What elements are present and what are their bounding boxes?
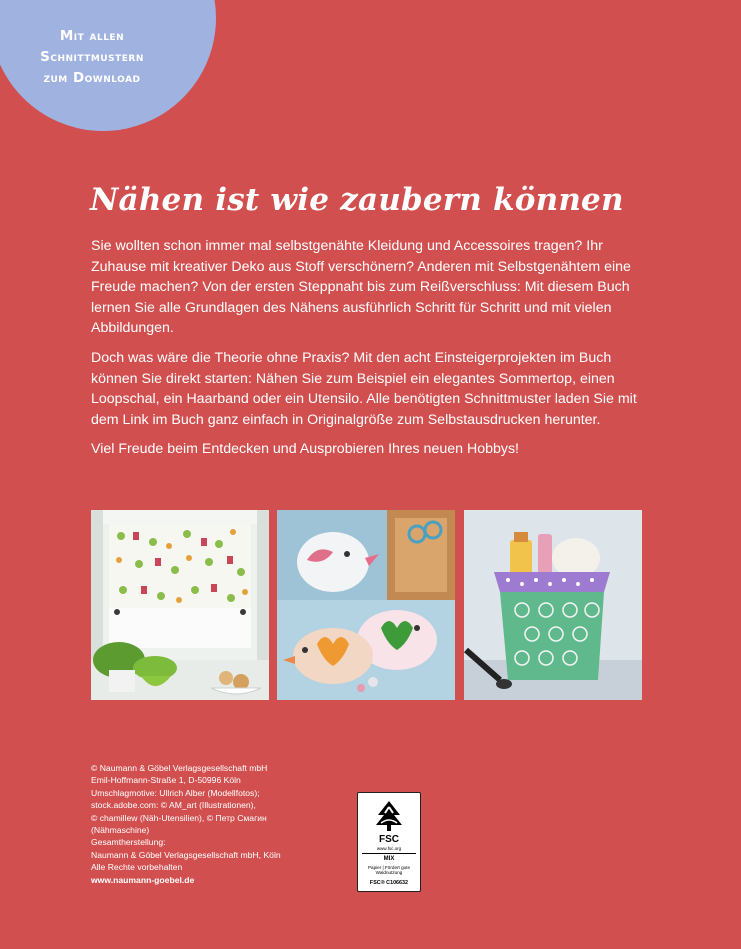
fsc-name: FSC	[379, 834, 399, 845]
paragraph: Doch was wäre die Theorie ohne Praxis? Mit den acht Einsteigerprojekten im Buch können Sie direkt starten: Nähen Sie zum Beispiel ein elegantes Sommertop, einen Loopschal, ein Haarband oder ein Utensilo. Alle benötigten Schnittmuster laden Sie mit dem Link im Buch ganz einfach in Originalgröße zum Selbstausdrucken herunter.	[91, 349, 637, 428]
blurb	[91, 236, 651, 469]
fsc-web: www.fsc.org	[376, 846, 402, 851]
headline: Nähen ist wie zaubern können	[90, 182, 624, 218]
publisher-url[interactable]: www.naumann-goebel.de	[91, 874, 195, 885]
fsc-mix: MIX	[383, 856, 395, 862]
badge-line: zum Download	[43, 70, 141, 86]
paragraph: Sie wollten schon immer mal selbstgenähte Kleidung und Accessoires tragen? Ihr Zuhause mit kreativer Deko aus Stoff verschönern? Anderen mit Selbstgenähtem eine Freude machen? Von der ersten Steppnaht bis zum Reißverschluss: Mit diesem Buch lernen Sie alle Grundlagen des Nähens ausführlich Schritt für Schritt und mit vielen Abbildungen.	[91, 238, 631, 337]
imprint-line: Naumann & Göbel Verlagsgesellschaft mbH, Köln	[91, 849, 281, 860]
imprint-line: © Naumann & Göbel Verlagsgesellschaft mbH	[91, 763, 268, 773]
download-badge-text	[12, 26, 172, 89]
photo-fabric-basket	[464, 510, 642, 700]
imprint-line: Alle Rechte vorbehalten	[91, 862, 183, 873]
photo-fabric-birds	[277, 510, 455, 700]
imprint-line: stock.adobe.com: © AM_art (Illustrationen),	[91, 800, 256, 811]
badge-line: Schnittmustern	[40, 49, 144, 65]
fsc-label	[357, 792, 421, 892]
fsc-code: FSC® C106632	[369, 880, 409, 886]
imprint-line: © chamillew (Näh-Utensilien), © Петр Смагин	[91, 812, 267, 823]
imprint-line: Emil-Hoffmann-Straße 1, D-50996 Köln	[91, 775, 241, 786]
imprint	[91, 762, 331, 886]
photo-strip	[91, 510, 642, 700]
badge-line: Mit allen	[59, 28, 125, 44]
fsc-divider	[362, 853, 416, 854]
imprint-line: Umschlagmotive: Ullrich Alber (Modellfotos);	[91, 787, 260, 798]
fsc-tree-icon	[372, 799, 406, 833]
imprint-line: (Nähmaschine)	[91, 825, 150, 836]
paragraph: Viel Freude beim Entdecken und Ausprobieren Ihres neuen Hobbys!	[91, 441, 520, 458]
fsc-description: Papier | Fördert gute Waldnutzung	[367, 865, 411, 876]
photo-window-blind	[91, 510, 269, 700]
imprint-line: Gesamtherstellung:	[91, 837, 166, 848]
